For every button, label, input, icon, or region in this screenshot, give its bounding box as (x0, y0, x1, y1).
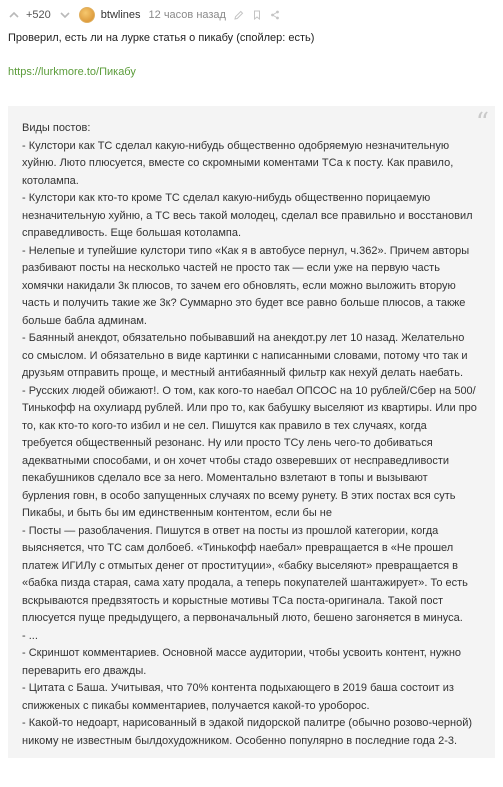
comment-text: Проверил, есть ли на лурке статья о пикабу (спойлер: есть) (8, 32, 315, 44)
timestamp[interactable]: 12 часов назад (148, 9, 226, 21)
quote-text: Виды постов: - Кулстори как ТС сделал какую-нибудь общественно одобряемую незначительную хуйню. Люто плюсуется, вместе со скромными коментами ТСа к посту. Как правило, котолампа. - Кулстори как кто-то кроме ТС сделал какую-нибудь общественно порицаемую незначительную хуйню, а ТС весь такой молодец, сделал все правильно и восстановил справедливость. Еще большая котолампа. - Нелепые и тупейшие кулстори типо «Как я в автобусе пернул, ч.362». Причем авторы разбивают посты на несколько частей не просто так — если уже на первую часть хомячки накидали 3к плюсов, то зачем его обновлять, если можно выложить вторую часть и получить такие же 3к? Суммарно это будет все равно больше плюсов, а также больше бабла админам. - Баянный анекдот, обязательно побывавший на анекдот.ру лет 10 назад. Желательно со смыслом. И обязательно в виде картинки с написанными словами, потому что так и друзьям отправить проще, и местный антибаянный фильтр как нехуй делать наебать. - Русских людей обижают!. О том, как кого-то наебал ОПСОС на 10 рублей/Сбер на 500/Тинькофф на охулиард рублей. Или про то, как бабушку выселяют из квартиры. Или про то, как кто-то кого-то избил и не сел. Пишутся как правило в тех случаях, когда требуется общественный резонанс. Ну или просто ТСу лень чего-то добиваться адекватными способами, и он хочет чтобы стадо озверевших от несправедливости пекабушников сделало все за него. Моментально взлетают в топы и вызывают бурления говн, в особо запущенных случаях по всему рунету. В этих постах вся суть Пикабы, и быть бы им единственным контентом, если бы не - Посты — разоблачения. Пишутся в ответ на посты из прошлой категории, когда выясняется, что ТС сам долбоеб. «Тинькофф наебал» превращается в «Не прошел платеж ИГИЛу с отмытых денег от проституции», «бабку выселяют» превращается в «бабка пизда старая, сама хату продала, а теперь покупателей шантажирует». То есть вскрываются предвзятость и корыстные мотивы ТСа поста-оригинала. Такой пост плюсуется пуще предыдущего, а первоначальный люто, бешено загоняется в минуса. - ... - Скриншот комментариев. Основной массе аудитории, чтобы усвоить контент, нужно переварить его дважды. - Цитата с Баша. Учитывая, что 70% контента подыхающего в 2019 баша состоит из спижженых с пикабы комментариев, получается какой-то уроборос. - Какой-то недоарт, нарисованный в эдакой пидорской палитре (обычно розово-черной) никому не известным былдохудожником. Особенно популярно в последние года 2-3. (22, 122, 477, 747)
rating: +520 (26, 9, 51, 21)
username[interactable]: btwlines (100, 9, 141, 21)
pencil-icon[interactable] (234, 9, 246, 21)
share-icon[interactable] (270, 9, 282, 21)
quote-block (8, 106, 495, 758)
bookmark-icon[interactable] (252, 9, 264, 21)
lurkmore-link[interactable]: https://lurkmore.to/Пикабу (8, 66, 136, 78)
avatar[interactable] (79, 7, 95, 23)
quote-icon: “ (475, 108, 489, 138)
chevron-up-icon[interactable] (6, 7, 22, 23)
comment-header (6, 6, 288, 24)
chevron-down-icon[interactable] (57, 7, 73, 23)
